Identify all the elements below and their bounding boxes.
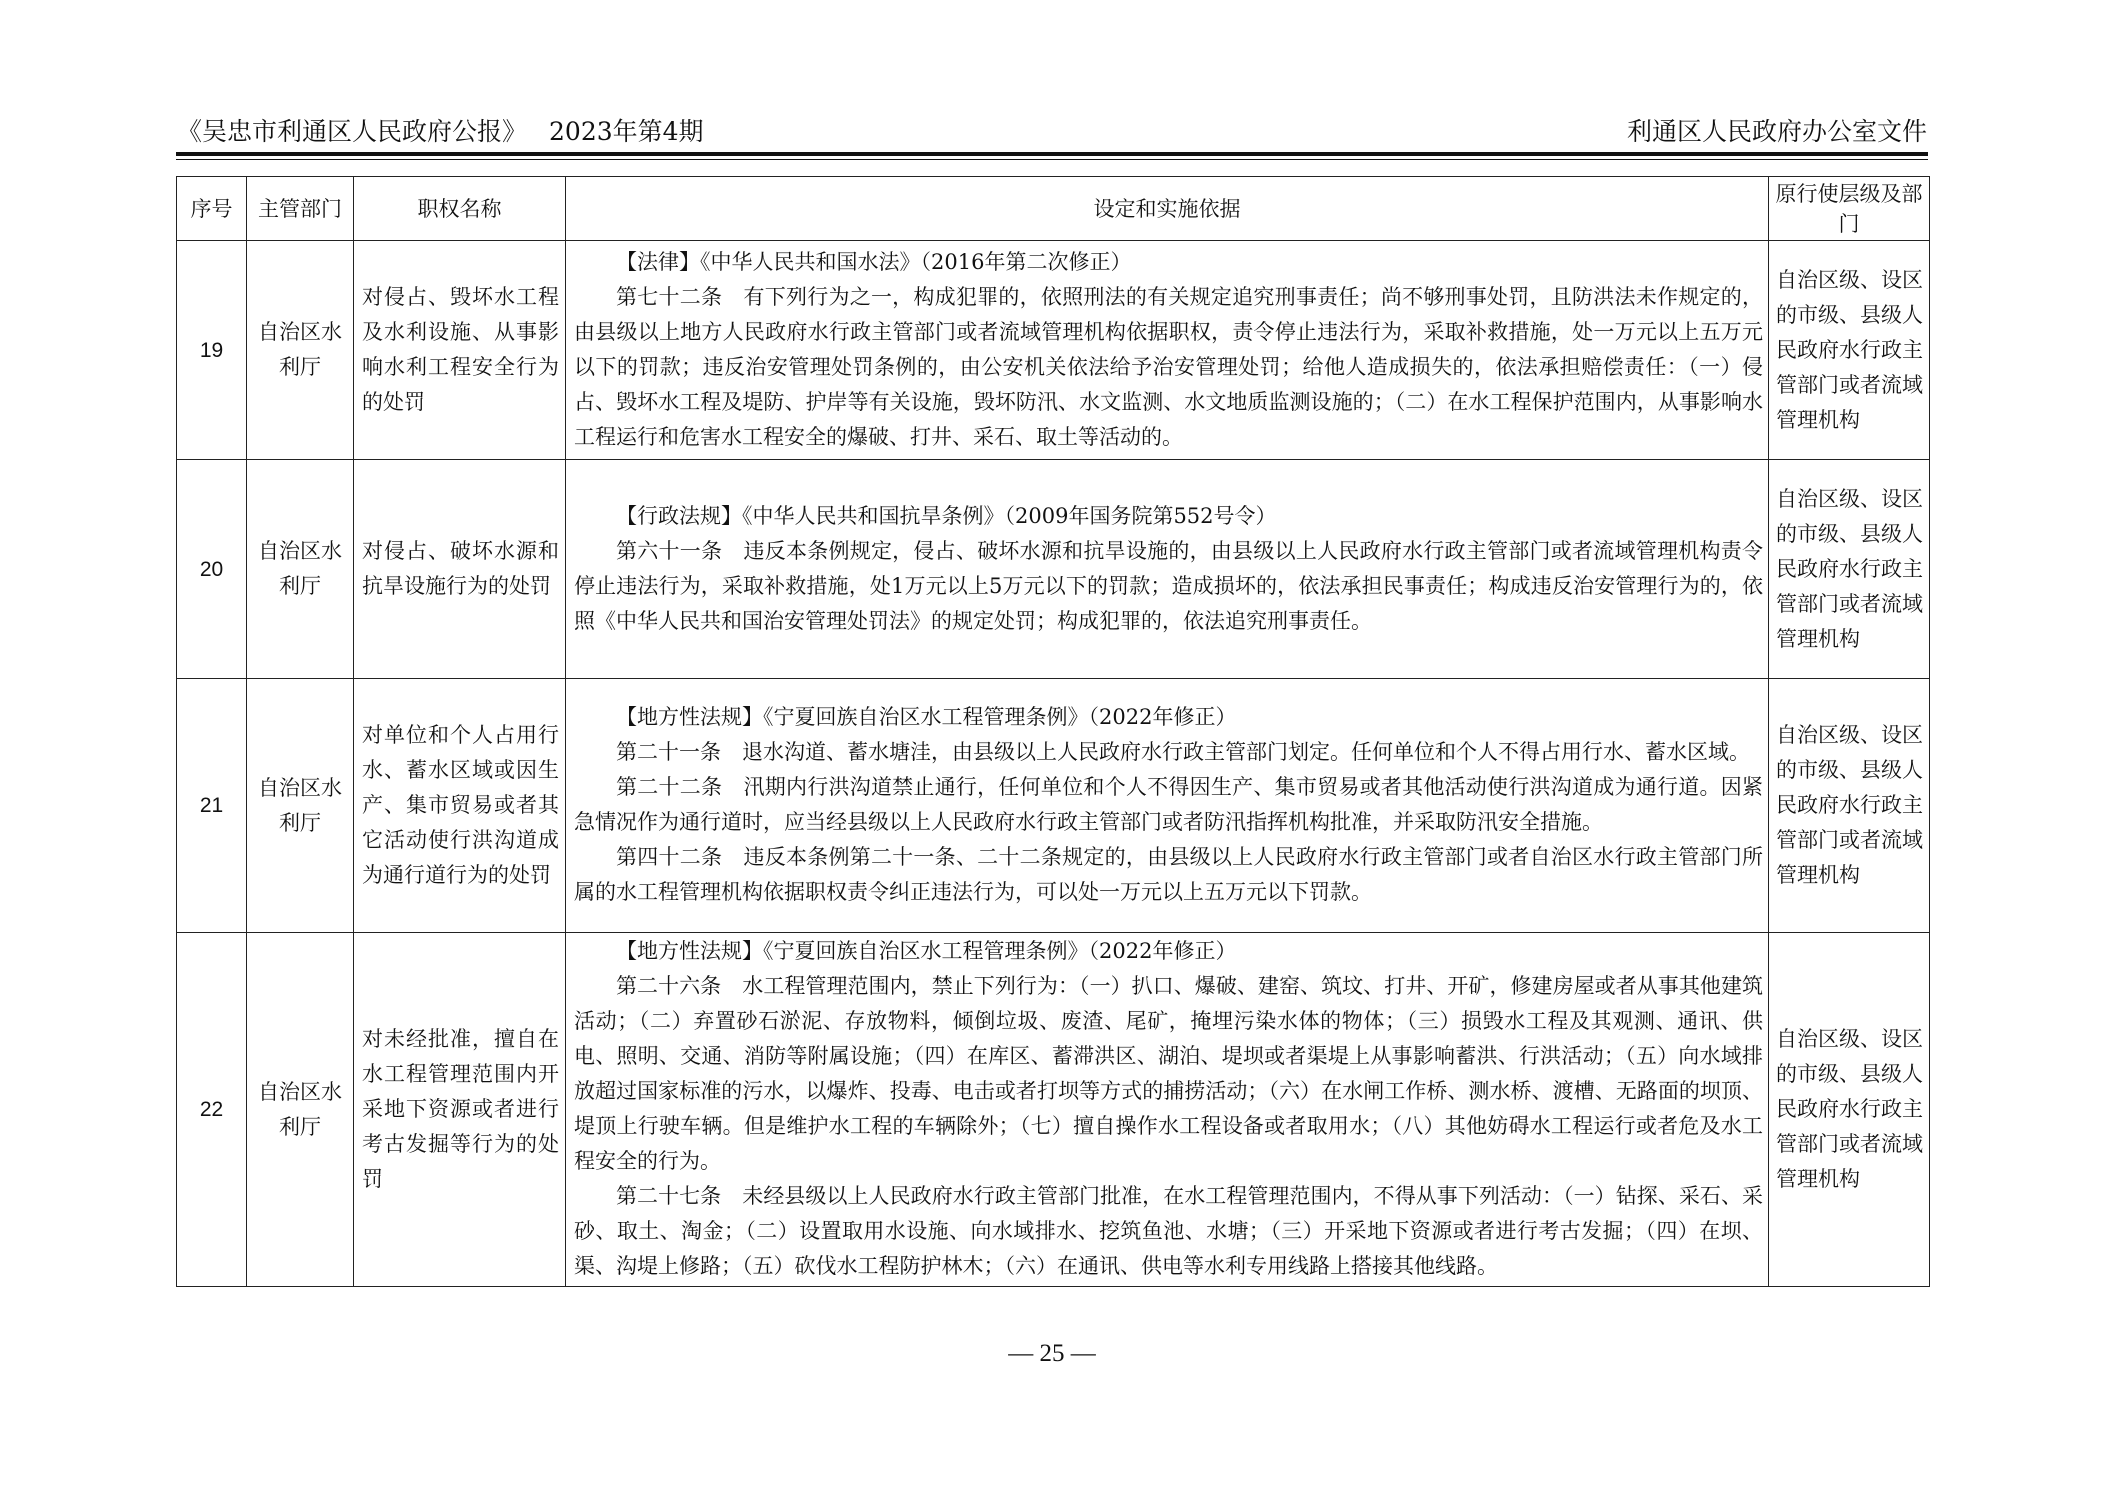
table-header-row [177, 177, 1930, 241]
issue-label: 2023年第4期 [549, 117, 704, 146]
col-header-power: 职权名称 [354, 177, 566, 241]
row-basis [566, 679, 1769, 933]
row-power-name: 对侵占、毁坏水工程及水利设施、从事影响水利工程安全行为的处罚 [354, 241, 566, 460]
row-seq: 19 [177, 241, 247, 460]
basis-source: 【法律】《中华人民共和国水法》（2016年第二次修正） [616, 249, 1132, 274]
running-header-left [177, 112, 704, 148]
row-level: 自治区级、设区的市级、县级人民政府水行政主管部门或者流域管理机构 [1769, 460, 1930, 679]
row-power-name: 对侵占、破坏水源和抗旱设施行为的处罚 [354, 460, 566, 679]
row-seq: 21 [177, 679, 247, 933]
basis-article: 第二十六条 水工程管理范围内，禁止下列行为：（一）扒口、爆破、建窑、筑坟、打井、开矿，修建房屋或者从事其他建筑活动；（二）弃置砂石淤泥、存放物料，倾倒垃圾、废渣、尾矿，掩埋污染水体的物体；（三）损毁水工程及其观测、通讯、供电、照明、交通、消防等附属设施；（四）在库区、蓄滞洪区、湖泊、堤坝或者渠堤上从事影响蓄洪、行洪活动；（五）向水域排放超过国家标准的污水，以爆炸、投毒、电击或者打坝等方式的捕捞活动；（六）在水闸工作桥、测水桥、渡槽、无路面的坝顶、堤顶上行驶车辆。但是维护水工程的车辆除外；（七）擅自操作水工程设备或者取用水；（八）其他妨碍水工程运行或者危及水工程安全的行为。 [574, 974, 1763, 1173]
basis-article: 第七十二条 有下列行为之一，构成犯罪的，依照刑法的有关规定追究刑事责任；尚不够刑事处罚，且防洪法未作规定的，由县级以上地方人民政府水行政主管部门或者流域管理机构依据职权，责令停止违法行为，采取补救措施，处一万元以上五万元以下的罚款；违反治安管理处罚条例的，由公安机关依法给予治安管理处罚；给他人造成损失的，依法承担赔偿责任：（一）侵占、毁坏水工程及堤防、护岸等有关设施，毁坏防汛、水文监测、水文地质监测设施的；（二）在水工程保护范围内，从事影响水工程运行和危害水工程安全的爆破、打井、采石、取土等活动的。 [574, 284, 1763, 449]
row-basis [566, 933, 1769, 1287]
row-basis [566, 241, 1769, 460]
basis-source: 【地方性法规】《宁夏回族自治区水工程管理条例》（2022年修正） [616, 939, 1237, 963]
row-level: 自治区级、设区的市级、县级人民政府水行政主管部门或者流域管理机构 [1769, 933, 1930, 1287]
basis-article: 第二十七条 未经县级以上人民政府水行政主管部门批准，在水工程管理范围内，不得从事下列活动：（一）钻探、采石、采砂、取土、淘金；（二）设置取用水设施、向水域排水、挖筑鱼池、水塘；（三）开采地下资源或者进行考古发掘；（四）在坝、渠、沟堤上修路；（五）砍伐水工程防护林木；（六）在通讯、供电等水利专用线路上搭接其他线路。 [574, 1184, 1763, 1278]
basis-article: 第四十二条 违反本条例第二十一条、二十二条规定的，由县级以上人民政府水行政主管部门或者自治区水行政主管部门所属的水工程管理机构依据职权责令纠正违法行为，可以处一万元以上五万元以下罚款。 [574, 845, 1763, 904]
page-number: — 25 — [1008, 1340, 1096, 1367]
basis-source: 【行政法规】《中华人民共和国抗旱条例》（2009年国务院第552号令） [616, 503, 1277, 528]
col-header-dept: 主管部门 [247, 177, 354, 241]
table-row [177, 679, 1930, 933]
basis-article: 第二十一条 退水沟道、蓄水塘洼，由县级以上人民政府水行政主管部门划定。任何单位和个人不得占用行水、蓄水区域。 [616, 740, 1750, 764]
col-header-basis: 设定和实施依据 [566, 177, 1769, 241]
powers-table [176, 176, 1930, 1287]
row-power-name: 对未经批准，擅自在水工程管理范围内开采地下资源或者进行考古发掘等行为的处罚 [354, 933, 566, 1287]
col-header-seq: 序号 [177, 177, 247, 241]
row-seq: 22 [177, 933, 247, 1287]
row-dept: 自治区水利厅 [247, 460, 354, 679]
row-level: 自治区级、设区的市级、县级人民政府水行政主管部门或者流域管理机构 [1769, 241, 1930, 460]
header-rule-thick [176, 152, 1928, 156]
publication-title: 《吴忠市利通区人民政府公报》 [177, 117, 528, 146]
header-rule-thin [176, 159, 1928, 160]
row-dept: 自治区水利厅 [247, 241, 354, 460]
col-header-level: 原行使层级及部门 [1769, 177, 1930, 241]
row-dept: 自治区水利厅 [247, 679, 354, 933]
table-row [177, 460, 1930, 679]
row-power-name: 对单位和个人占用行水、蓄水区域或因生产、集市贸易或者其它活动使行洪沟道成为通行道行为的处罚 [354, 679, 566, 933]
basis-source: 【地方性法规】《宁夏回族自治区水工程管理条例》（2022年修正） [616, 705, 1237, 729]
running-header-right: 利通区人民政府办公室文件 [1626, 117, 1927, 146]
row-basis [566, 460, 1769, 679]
basis-article: 第六十一条 违反本条例规定，侵占、破坏水源和抗旱设施的，由县级以上人民政府水行政主管部门或者流域管理机构责令停止违法行为，采取补救措施，处1万元以上5万元以下的罚款；造成损坏的，依法承担民事责任；构成违反治安管理行为的，依照《中华人民共和国治安管理处罚法》的规定处罚；构成犯罪的，依法追究刑事责任。 [574, 538, 1763, 633]
table-row [177, 933, 1930, 1287]
row-seq: 20 [177, 460, 247, 679]
row-dept: 自治区水利厅 [247, 933, 354, 1287]
table-row [177, 241, 1930, 460]
row-level: 自治区级、设区的市级、县级人民政府水行政主管部门或者流域管理机构 [1769, 679, 1930, 933]
basis-article: 第二十二条 汛期内行洪沟道禁止通行，任何单位和个人不得因生产、集市贸易或者其他活动使行洪沟道成为通行道。因紧急情况作为通行道时，应当经县级以上人民政府水行政主管部门或者防汛指挥机构批准，并采取防汛安全措施。 [574, 775, 1763, 834]
